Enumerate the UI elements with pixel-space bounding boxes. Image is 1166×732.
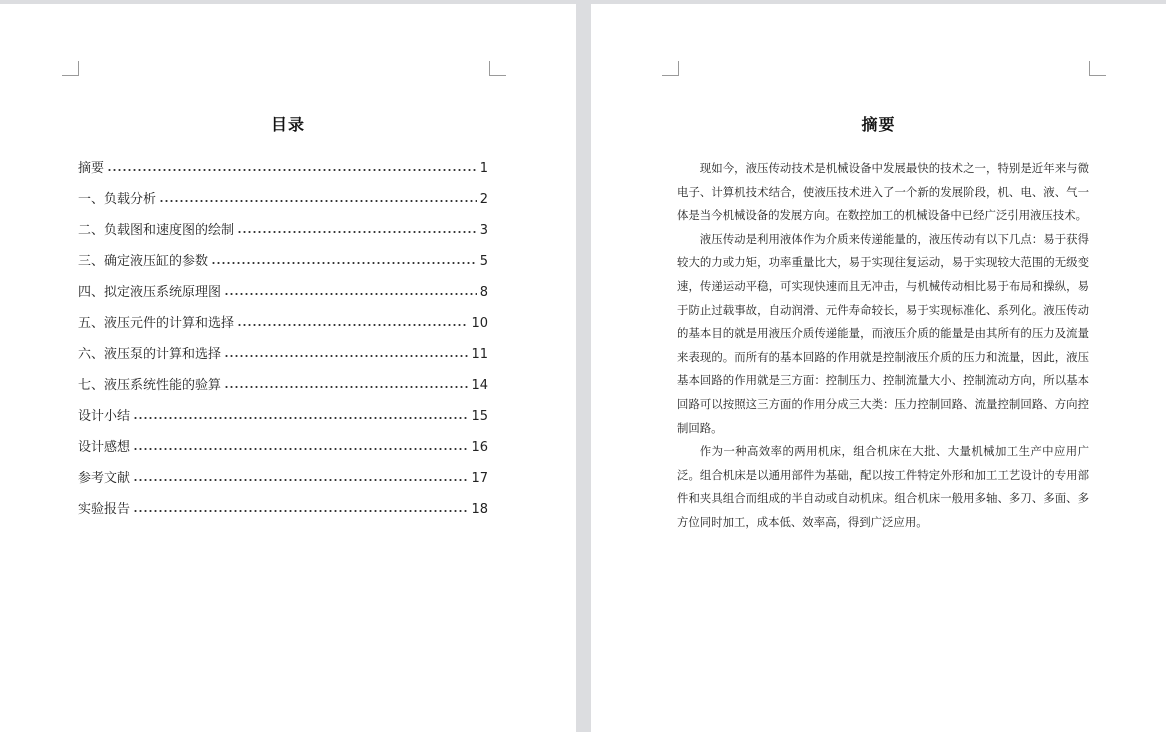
- toc-dot-leader: [133, 478, 468, 482]
- toc-dot-leader: [211, 261, 477, 265]
- toc-entry[interactable]: [78, 281, 488, 312]
- toc-dot-leader: [159, 199, 477, 203]
- toc-entry-label: 五、液压元件的计算和选择: [78, 316, 235, 331]
- toc-entry[interactable]: [78, 467, 488, 498]
- toc-entry-page-number: 11: [471, 347, 488, 362]
- toc-entry-page-number: 3: [479, 223, 488, 238]
- toc-entry-label: 实验报告: [78, 502, 131, 517]
- toc-entry-page-number: 16: [471, 440, 488, 455]
- toc-dot-leader: [107, 168, 477, 172]
- abstract-paragraph: 作为一种高效率的两用机床，组合机床在大批、大量机械加工生产中应用广泛。组合机床是以通用部件为基础，配以按工件特定外形和加工工艺设计的专用部件和夹具组合而组成的半自动或自动机床。组合机床一般用多轴、多刀、多面、多方位同时加工，成本低、效率高，得到广泛应用。: [677, 444, 1089, 529]
- abstract-paragraph: 液压传动是利用液体作为介质来传递能量的，液压传动有以下几点：易于获得较大的力或力矩，功率重量比大，易于实现往复运动，易于实现较大范围的无级变速，传递运动平稳，可实现快速而且无冲击，与机械传动相比易于布局和操纵，易于防止过载事故，自动润滑、元件寿命较长，易于实现标准化、系列化。液压传动的基本目的就是用液压介质传递能量，而液压介质的能量是由其所有的压力及流量来表现的。而所有的基本回路的作用就是控制液压介质的压力和流量，因此，液压基本回路的作用就是三方面：控制压力、控制流量大小、控制流动方向，所以基本回路可以按照这三方面的作用分成三大类：压力控制回路、流量控制回路、方向控制回路。: [677, 231, 1089, 435]
- toc-dot-leader: [224, 385, 468, 389]
- toc-entry[interactable]: [78, 312, 488, 343]
- crop-mark-top-left: [62, 61, 79, 76]
- toc-entry-page-number: 17: [471, 471, 488, 486]
- toc-entry[interactable]: [78, 374, 488, 405]
- crop-mark-top-right: [1089, 61, 1106, 76]
- table-of-contents: [78, 157, 488, 529]
- toc-dot-leader: [133, 509, 468, 513]
- toc-entry-label: 四、拟定液压系统原理图: [78, 285, 222, 300]
- abstract-title: 摘要: [861, 115, 896, 134]
- page-abstract: [591, 4, 1166, 732]
- page-table-of-contents: [0, 4, 576, 732]
- toc-entry-page-number: 5: [479, 254, 488, 269]
- toc-entry-page-number: 18: [471, 502, 488, 517]
- toc-entry[interactable]: [78, 498, 488, 529]
- toc-entry[interactable]: [78, 405, 488, 436]
- toc-entry-label: 设计感想: [78, 440, 131, 455]
- toc-entry-page-number: 15: [471, 409, 488, 424]
- toc-entry-page-number: 1: [479, 161, 488, 176]
- toc-entry-label: 摘要: [78, 161, 105, 176]
- toc-dot-leader: [237, 230, 477, 234]
- toc-entry[interactable]: [78, 157, 488, 188]
- toc-entry-label: 三、确定液压缸的参数: [78, 254, 209, 269]
- toc-entry[interactable]: [78, 250, 488, 281]
- toc-dot-leader: [133, 447, 468, 451]
- toc-dot-leader: [237, 323, 468, 327]
- toc-entry-page-number: 2: [479, 192, 488, 207]
- toc-dot-leader: [224, 292, 477, 296]
- toc-dot-leader: [133, 416, 468, 420]
- toc-entry-label: 七、液压系统性能的验算: [78, 378, 222, 393]
- toc-entry[interactable]: [78, 343, 488, 374]
- toc-entry-label: 六、液压泵的计算和选择: [78, 347, 222, 362]
- crop-mark-top-right: [489, 61, 506, 76]
- toc-entry[interactable]: [78, 436, 488, 467]
- toc-entry-page-number: 14: [471, 378, 488, 393]
- toc-entry-label: 设计小结: [78, 409, 131, 424]
- toc-title: 目录: [270, 115, 305, 134]
- toc-entry-label: 参考文献: [78, 471, 131, 486]
- toc-entry-label: 一、负载分析: [78, 192, 157, 207]
- toc-entry-page-number: 10: [471, 316, 488, 331]
- abstract-paragraph: 现如今，液压传动技术是机械设备中发展最快的技术之一，特别是近年来与微电子、计算机技术结合，使液压技术进入了一个新的发展阶段，机、电、液、气一体是当今机械设备的发展方向。在数控加工的机械设备中已经广泛引用液压技术。: [677, 161, 1089, 223]
- toc-entry-page-number: 8: [479, 285, 488, 300]
- toc-entry-label: 二、负载图和速度图的绘制: [78, 223, 235, 238]
- toc-entry[interactable]: [78, 219, 488, 250]
- crop-mark-top-left: [662, 61, 679, 76]
- abstract-body: [677, 157, 1089, 535]
- toc-entry[interactable]: [78, 188, 488, 219]
- toc-dot-leader: [224, 354, 468, 358]
